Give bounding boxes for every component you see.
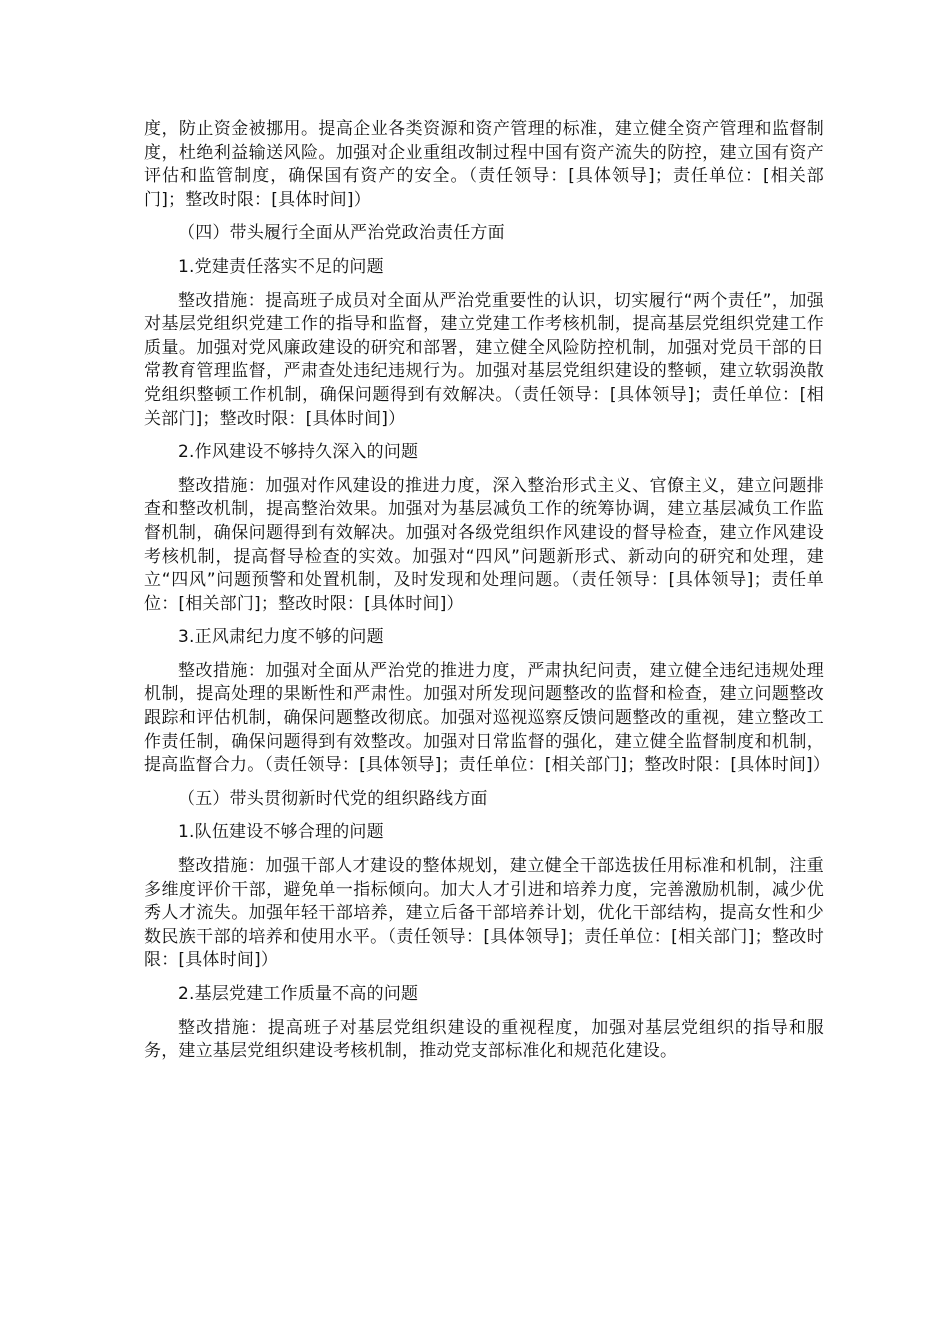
paragraph-measures-4-2: 整改措施：加强对作风建设的推进力度，深入整治形式主义、官僚主义，建立问题排查和整改机制，提高整治效果。加强对为基层减负工作的统筹协调，建立基层减负工作监督机制，确保问题得到有效解决。加强对各级党组织作风建设的督导检查，建立作风建设考核机制，提高督导检查的实效。加强对“四风”问题新形式、新动向的研究和处理，建立“四风”问题预警和处置机制，及时发现和处理问题。（责任领导：[具体领导]；责任单位：[相关部门]；整改时限：[具体时间]） bbox=[144, 475, 824, 614]
paragraph-measures-5-1: 整改措施：加强干部人才建设的整体规划，建立健全干部选拔任用标准和机制，注重多维度评价干部，避免单一指标倾向。加大人才引进和培养力度，完善激励机制，减少优秀人才流失。加强年轻干部培养，建立后备干部培养计划，优化干部结构，提高女性和少数民族干部的培养和使用水平。（责任领导：[具体领导]；责任单位：[相关部门]；整改时限：[具体时间]） bbox=[144, 856, 824, 971]
paragraph-measures-5-2: 整改措施：提高班子对基层党组织建设的重视程度，加强对基层党组织的指导和服务，建立基层党组织建设考核机制，推动党支部标准化和规范化建设。 bbox=[144, 1017, 824, 1062]
subsection-heading-5-1: 1.队伍建设不够合理的问题 bbox=[178, 822, 384, 843]
subsection-heading-5-2: 2.基层党建工作质量不高的问题 bbox=[178, 984, 419, 1004]
subsection-heading-4-1: 1.党建责任落实不足的问题 bbox=[178, 256, 384, 277]
paragraph-continuation: 度，防止资金被挪用。提高企业各类资源和资产管理的标准，建立健全资产管理和监督制度，杜绝利益输送风险。加强对企业重组改制过程中国有资产流失的防控，建立国有资产评估和监管制度，确保国有资产的安全。（责任领导：[具体领导]；责任单位：[相关部门]；整改时限：[具体时间]） bbox=[144, 119, 824, 210]
paragraph-measures-4-1: 整改措施：提高班子成员对全面从严治党重要性的认识，切实履行“两个责任”，加强对基层党组织党建工作的指导和监督，建立党建工作考核机制，提高基层党组织党建工作质量。加强对党风廉政建设的研究和部署，建立健全风险防控机制，加强对党员干部的日常教育管理监督，严肃查处违纪违规行为。加强对基层党组织建设的整顿，建立软弱涣散党组织整顿工作机制，确保问题得到有效解决。（责任领导：[具体领导]；责任单位：[相关部门]；整改时限：[具体时间]） bbox=[144, 290, 824, 429]
subsection-heading-4-2: 2.作风建设不够持久深入的问题 bbox=[178, 442, 419, 463]
subsection-heading-4-3: 3.正风肃纪力度不够的问题 bbox=[178, 627, 384, 648]
section-heading-5: （五）带头贯彻新时代党的组织路线方面 bbox=[178, 788, 488, 809]
paragraph-measures-4-3: 整改措施：加强对全面从严治党的推进力度，严肃执纪问责，建立健全违纪违规处理机制，提高处理的果断性和严肃性。加强对所发现问题整改的监督和检查，建立问题整改跟踪和评估机制，确保问题整改彻底。加强对巡视巡察反馈问题整改的重视，建立整改工作责任制，确保问题得到有效整改。加强对日常监督的强化，建立健全监督制度和机制，提高监督合力。（责任领导：[具体领导]；责任单位：[相关部门]；整改时限：[具体时间]） bbox=[144, 660, 831, 776]
document-page bbox=[144, 118, 831, 1064]
section-heading-4: （四）带头履行全面从严治党政治责任方面 bbox=[178, 223, 505, 244]
